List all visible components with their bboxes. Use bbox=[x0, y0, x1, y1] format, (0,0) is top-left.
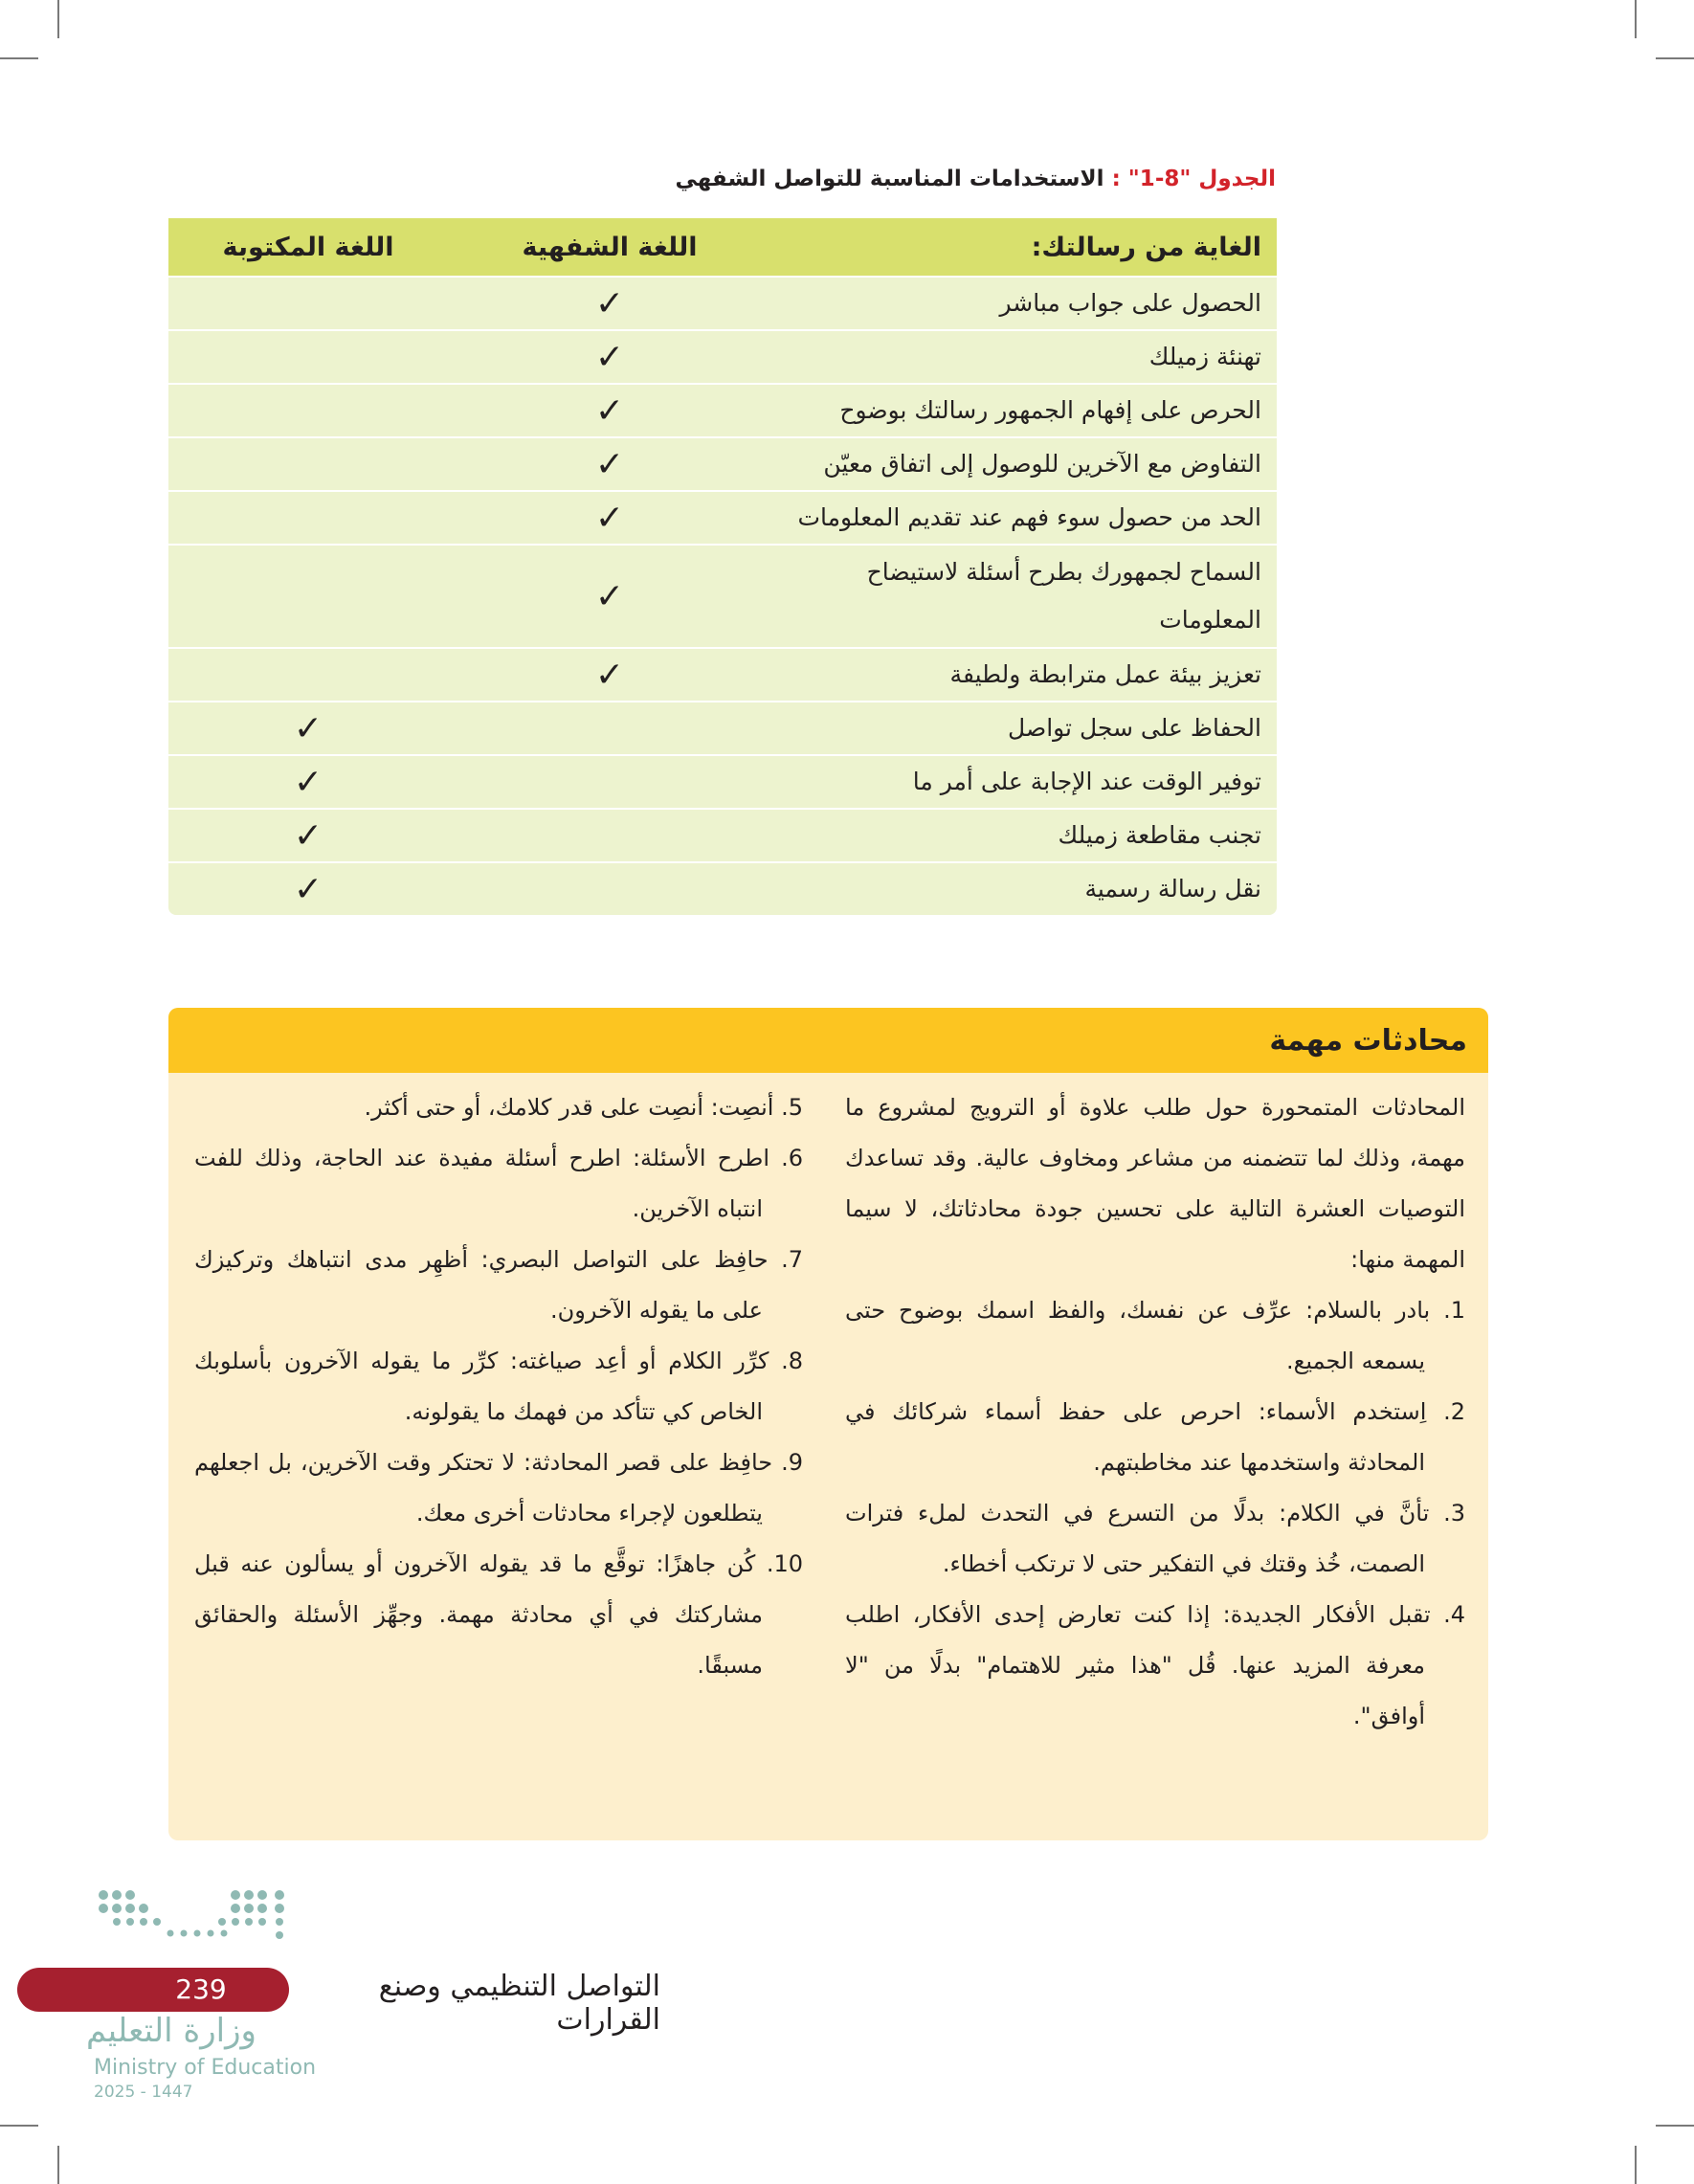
row-goal: تهنئة زميلك bbox=[771, 330, 1277, 384]
logo-text-english: Ministry of Education bbox=[94, 2056, 317, 2080]
table-header-row bbox=[168, 218, 1277, 277]
written-cell-empty bbox=[168, 330, 448, 384]
page-number: 239 bbox=[175, 1973, 227, 2005]
list-item: 1. بادر بالسلام: عرِّف عن نفسك، والفظ اسمك بوضوح حتى يسمعه الجميع. bbox=[845, 1297, 1465, 1374]
crop-mark bbox=[0, 57, 38, 59]
crop-mark bbox=[1635, 2146, 1637, 2184]
written-check-icon: ✓ bbox=[168, 862, 448, 915]
oral-check-icon: ✓ bbox=[448, 491, 771, 545]
list-item: 8. كرِّر الكلام أو أعِد صياغته: كرِّر ما يقوله الآخرون بأسلوبك الخاص كي تتأكد من فهمك ما يقولونه. bbox=[194, 1348, 803, 1425]
row-goal: تجنب مقاطعة زميلك bbox=[771, 809, 1277, 862]
logo-text-arabic: وزارة التعليم bbox=[86, 2012, 256, 2050]
usage-table bbox=[168, 218, 1277, 915]
table-row bbox=[168, 384, 1277, 437]
oral-cell-empty bbox=[448, 702, 771, 755]
written-check-icon: ✓ bbox=[168, 755, 448, 809]
table-row bbox=[168, 545, 1277, 648]
box-column-right bbox=[845, 1082, 1465, 1742]
oral-cell-empty bbox=[448, 809, 771, 862]
header-goal: الغاية من رسالتك: bbox=[771, 218, 1277, 277]
crop-mark bbox=[1656, 57, 1694, 59]
box-title: محادثات مهمة bbox=[168, 1008, 1488, 1073]
table-row bbox=[168, 702, 1277, 755]
written-check-icon: ✓ bbox=[168, 809, 448, 862]
row-goal: الحرص على إفهام الجمهور رسالتك بوضوح bbox=[771, 384, 1277, 437]
list-item: 4. تقبل الأفكار الجديدة: إذا كنت تعارض إحدى الأفكار، اطلب معرفة المزيد عنها. قُل "هذا مثير للاهتمام" بدلًا من "لا أوافق". bbox=[845, 1601, 1465, 1729]
table-row bbox=[168, 648, 1277, 702]
oral-check-icon: ✓ bbox=[448, 437, 771, 491]
header-written: اللغة المكتوبة bbox=[168, 218, 448, 277]
list-item: 9. حافِظ على قصر المحادثة: لا تحتكر وقت الآخرين، بل اجعلهم يتطلعون لإجراء محادثات أخرى معك. bbox=[194, 1449, 803, 1527]
oral-cell-empty bbox=[448, 755, 771, 809]
table-caption-label: الجدول "8-1" : bbox=[1111, 167, 1276, 191]
table-row bbox=[168, 437, 1277, 491]
list-item: 7. حافِظ على التواصل البصري: أظهِر مدى انتباهك وتركيزك على ما يقوله الآخرون. bbox=[194, 1246, 803, 1324]
row-goal: الحصول على جواب مباشر bbox=[771, 277, 1277, 330]
table-row bbox=[168, 330, 1277, 384]
row-goal: تعزيز بيئة عمل مترابطة ولطيفة bbox=[771, 648, 1277, 702]
crop-mark bbox=[57, 0, 59, 38]
table-row bbox=[168, 862, 1277, 915]
oral-check-icon: ✓ bbox=[448, 545, 771, 648]
table-caption-title: الاستخدامات المناسبة للتواصل الشفهي bbox=[675, 167, 1104, 191]
ministry-logo-icon bbox=[92, 1885, 302, 1962]
table-caption bbox=[414, 167, 1276, 191]
page-number-tab bbox=[17, 1968, 289, 2012]
list-item: 3. تأنَّ في الكلام: بدلًا من التسرع في التحدث لملء فترات الصمت، خُذ وقتك في التفكير حتى لا ترتكب أخطاء. bbox=[845, 1500, 1465, 1577]
written-cell-empty bbox=[168, 648, 448, 702]
list-item: 2. اِستخدم الأسماء: احرص على حفظ أسماء شركائك في المحادثة واستخدمها عند مخاطبتهم. bbox=[845, 1398, 1465, 1476]
written-cell-empty bbox=[168, 277, 448, 330]
crop-mark bbox=[1635, 0, 1637, 38]
row-goal: نقل رسالة رسمية bbox=[771, 862, 1277, 915]
row-goal: التفاوض مع الآخرين للوصول إلى اتفاق معيّن bbox=[771, 437, 1277, 491]
box-column-left bbox=[194, 1082, 803, 1691]
crop-mark bbox=[0, 2125, 38, 2127]
written-cell-empty bbox=[168, 545, 448, 648]
list-item: 5. أنصِت: أنصِت على قدر كلامك، أو حتى أكثر. bbox=[364, 1094, 803, 1121]
header-oral: اللغة الشفهية bbox=[448, 218, 771, 277]
oral-check-icon: ✓ bbox=[448, 277, 771, 330]
oral-check-icon: ✓ bbox=[448, 648, 771, 702]
list-item: 10. كُن جاهزًا: توقَّع ما قد يقوله الآخرون أو يسألون عنه قبل مشاركتك في أي محادثة مهمة. وجهِّز الأسئلة والحقائق مسبقًا. bbox=[194, 1550, 803, 1679]
list-item: 6. اطرح الأسئلة: اطرح أسئلة مفيدة عند الحاجة، وذلك للفت انتباه الآخرين. bbox=[194, 1145, 803, 1222]
box-intro: المحادثات المتمحورة حول طلب علاوة أو الترويج لمشروع ما مهمة، وذلك لما تتضمنه من مشاعر ومخاوف عالية. وقد تساعدك التوصيات العشرة التالية على تحسين جودة محادثاتك، لا سيما المهمة منها: bbox=[845, 1094, 1465, 1273]
important-conversations-box bbox=[168, 1008, 1488, 1840]
row-goal: الحد من حصول سوء فهم عند تقديم المعلومات bbox=[771, 491, 1277, 545]
crop-mark bbox=[1656, 2125, 1694, 2127]
oral-check-icon: ✓ bbox=[448, 384, 771, 437]
table-row bbox=[168, 755, 1277, 809]
oral-check-icon: ✓ bbox=[448, 330, 771, 384]
row-goal: الحفاظ على سجل تواصل bbox=[771, 702, 1277, 755]
crop-mark bbox=[57, 2146, 59, 2184]
table-row bbox=[168, 809, 1277, 862]
oral-cell-empty bbox=[448, 862, 771, 915]
logo-year: 2025 - 1447 bbox=[94, 2083, 193, 2102]
row-goal: السماح لجمهورك بطرح أسئلة لاستيضاح المعلومات bbox=[771, 545, 1277, 648]
written-cell-empty bbox=[168, 437, 448, 491]
written-cell-empty bbox=[168, 491, 448, 545]
table-row bbox=[168, 277, 1277, 330]
footer-title: التواصل التنظيمي وصنع القرارات bbox=[378, 1970, 660, 2037]
row-goal: توفير الوقت عند الإجابة على أمر ما bbox=[771, 755, 1277, 809]
written-cell-empty bbox=[168, 384, 448, 437]
table-row bbox=[168, 491, 1277, 545]
written-check-icon: ✓ bbox=[168, 702, 448, 755]
